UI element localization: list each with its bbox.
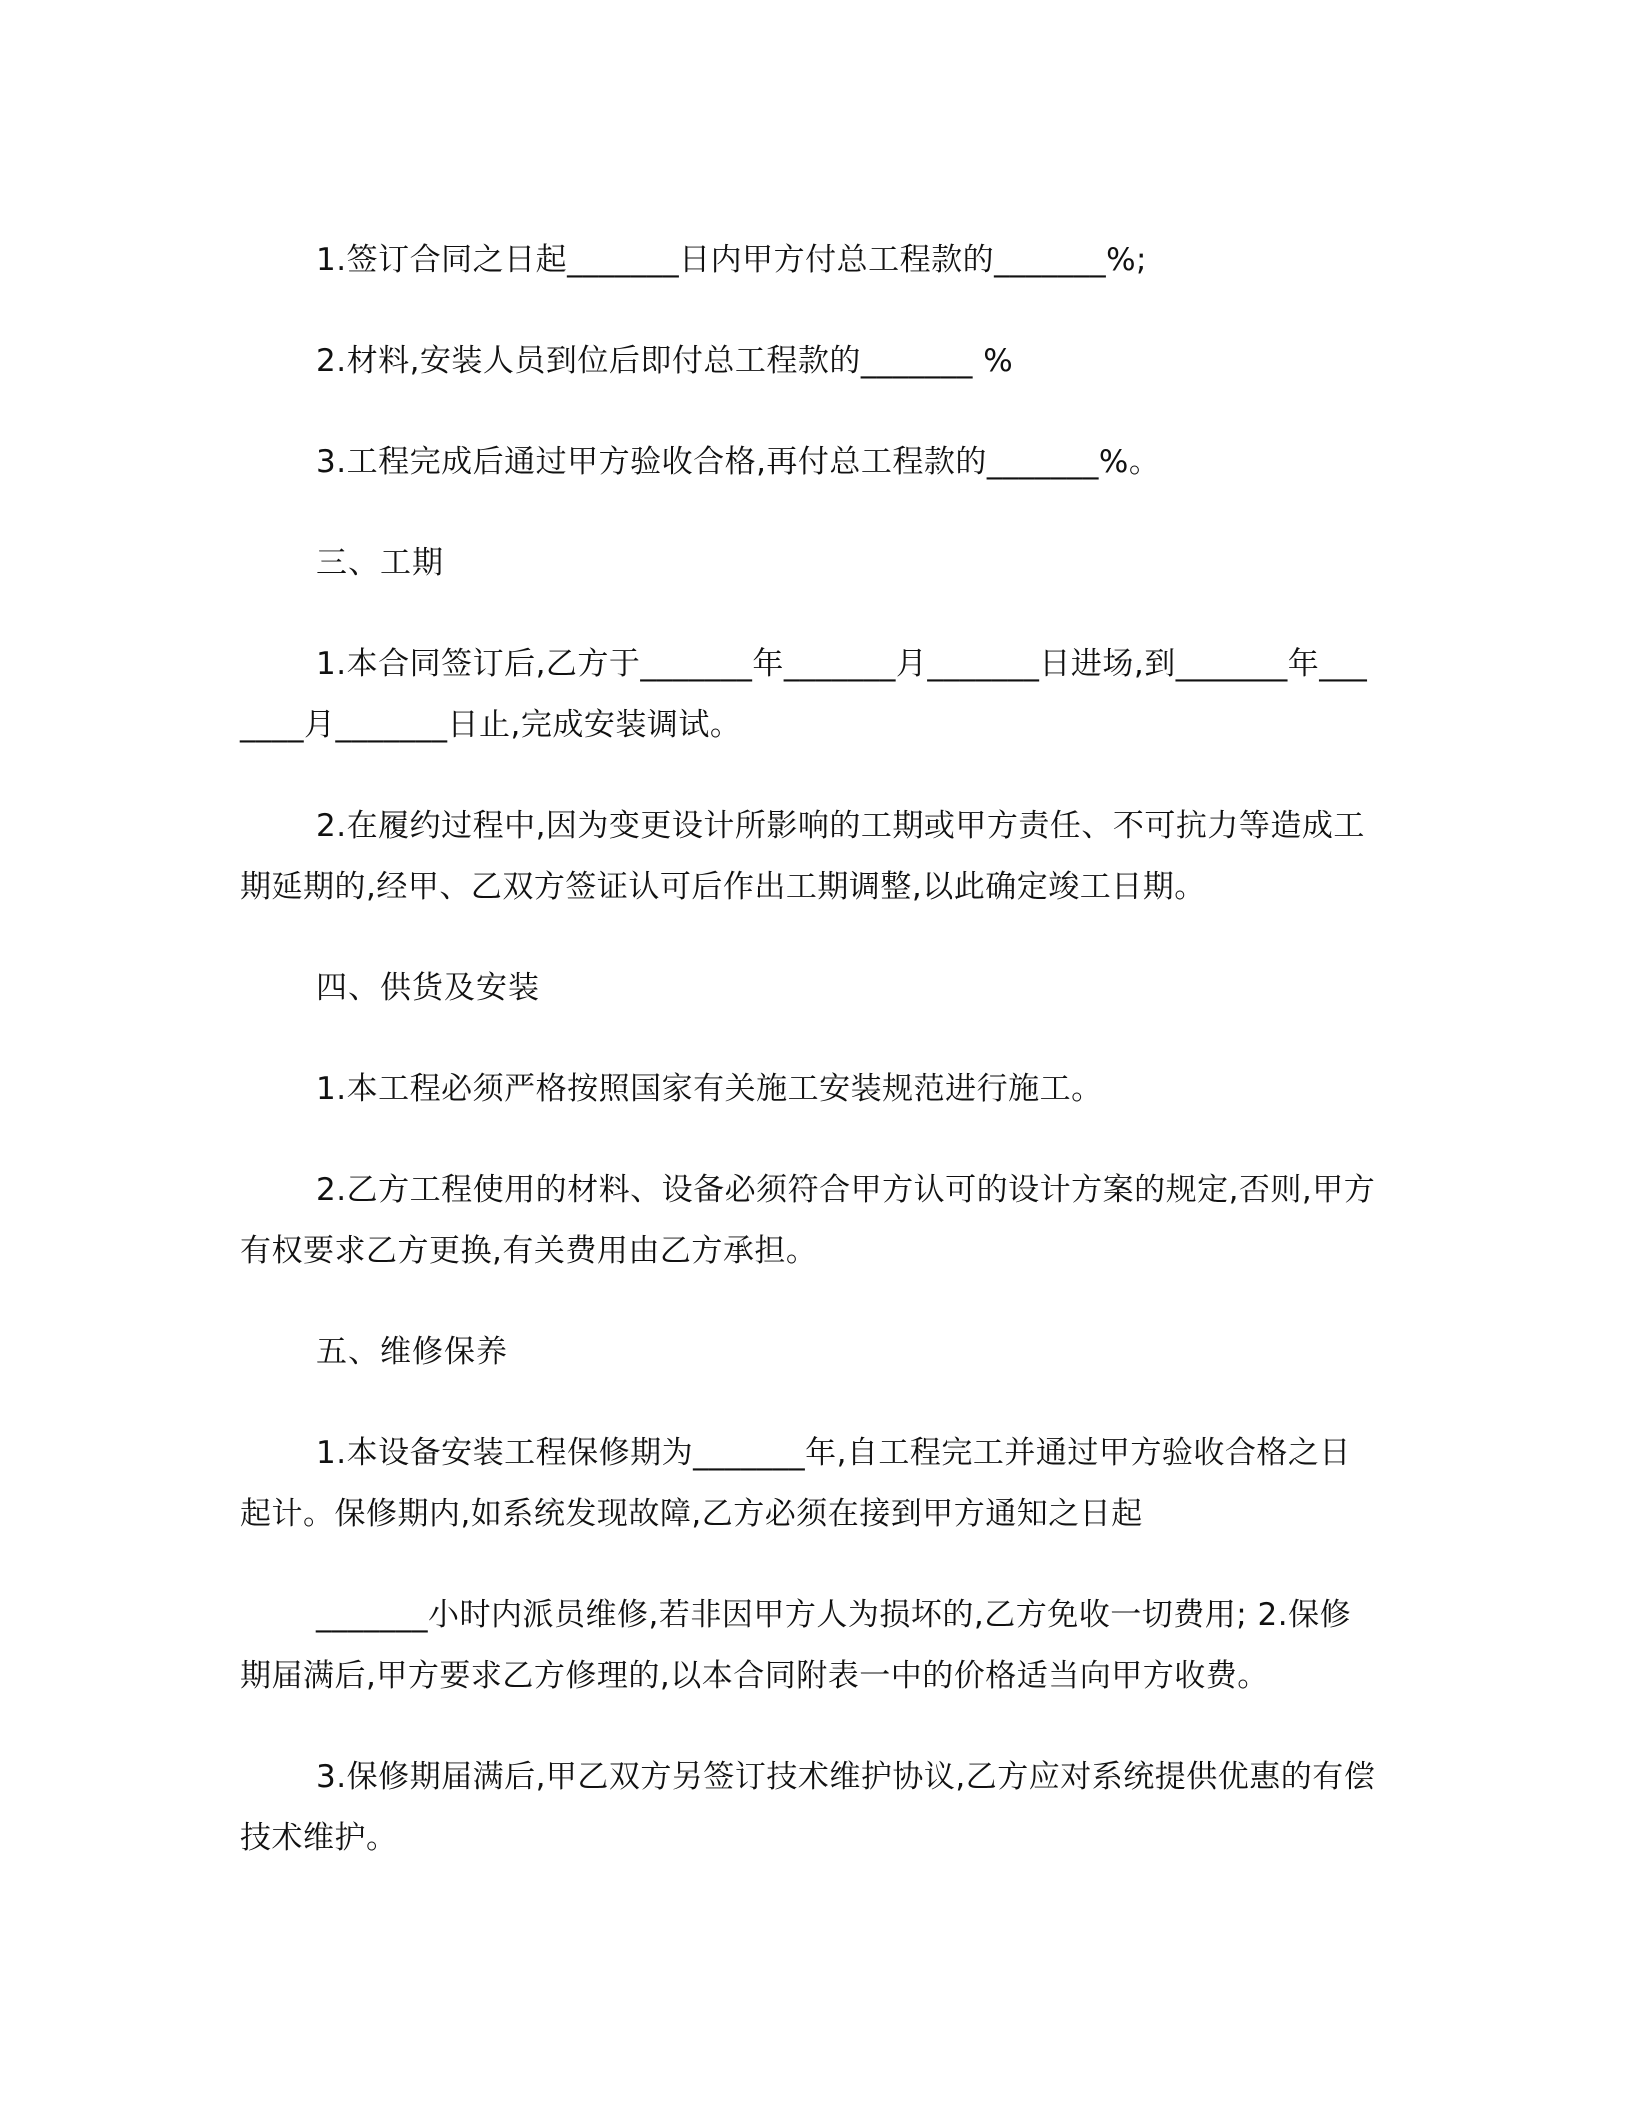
schedule-clause-1: 1.本合同签订后,乙方于_______年_______月_______日进场,到_______年_______月_______日止,完成安装调试。 <box>240 646 1368 743</box>
payment-clause-3: 3.工程完成后通过甲方验收合格,再付总工程款的_______%。 <box>316 444 1161 480</box>
payment-clause-2: 2.材料,安装人员到位后即付总工程款的_______ % <box>316 343 1014 379</box>
payment-clause-1: 1.签订合同之日起_______日内甲方付总工程款的_______%; <box>316 242 1147 278</box>
section-heading-maintenance: 五、维修保养 <box>316 1334 508 1370</box>
supply-clause-1: 1.本工程必须严格按照国家有关施工安装规范进行施工。 <box>316 1071 1103 1107</box>
section-heading-supply: 四、供货及安装 <box>316 970 540 1006</box>
document-body <box>240 230 1380 1909</box>
schedule-clause-2: 2.在履约过程中,因为变更设计所影响的工期或甲方责任、不可抗力等造成工期延期的,经甲、乙双方签证认可后作出工期调整,以此确定竣工日期。 <box>240 808 1365 905</box>
maintenance-clause-1-cont: _______小时内派员维修,若非因甲方人为损坏的,乙方免收一切费用; 2.保修期届满后,甲方要求乙方修理的,以本合同附表一中的价格适当向甲方收费。 <box>240 1597 1352 1694</box>
supply-clause-2: 2.乙方工程使用的材料、设备必须符合甲方认可的设计方案的规定,否则,甲方有权要求乙方更换,有关费用由乙方承担。 <box>240 1172 1376 1269</box>
maintenance-clause-1: 1.本设备安装工程保修期为_______年,自工程完工并通过甲方验收合格之日起计。保修期内,如系统发现故障,乙方必须在接到甲方通知之日起 <box>240 1435 1351 1532</box>
section-heading-schedule: 三、工期 <box>316 545 444 581</box>
maintenance-clause-3: 3.保修期届满后,甲乙双方另签订技术维护协议,乙方应对系统提供优惠的有偿技术维护。 <box>240 1759 1376 1856</box>
